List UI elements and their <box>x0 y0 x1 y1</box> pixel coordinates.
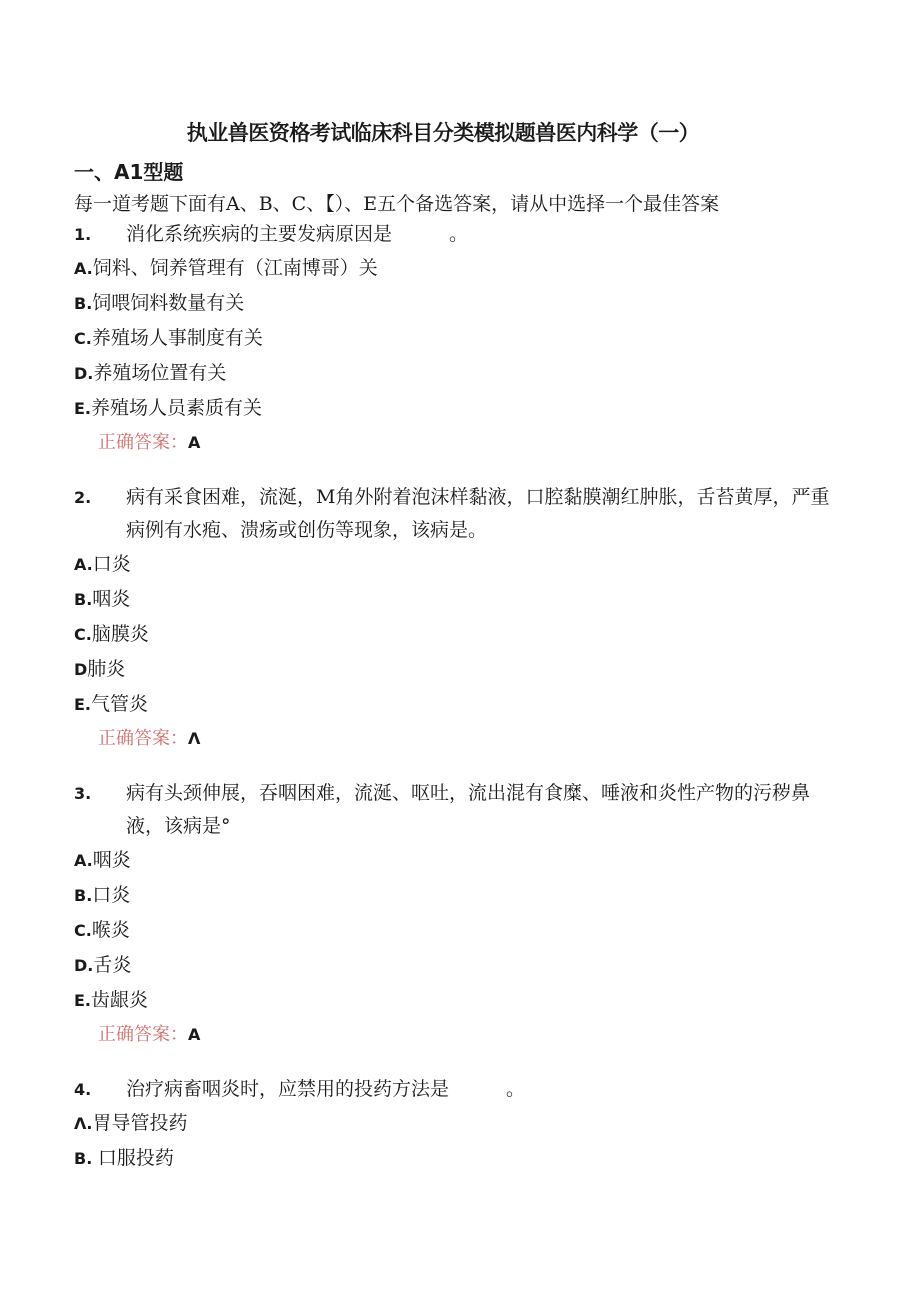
option-text: 气管炎 <box>91 693 149 715</box>
option-key: C. <box>74 921 92 940</box>
question-stem <box>74 1073 834 1106</box>
question-stem <box>74 218 834 251</box>
option-key: D <box>74 660 88 679</box>
option-key: E. <box>74 695 92 714</box>
answer-value: A <box>188 1025 201 1044</box>
question-2 <box>74 481 834 756</box>
answer-label: 正确答案： <box>98 728 188 749</box>
question-number: 4. <box>74 1080 92 1099</box>
option-key: A. <box>74 555 93 574</box>
option-a <box>74 547 834 582</box>
instruction-text: 每一道考题下面有A、B、C、【）、E五个备选答案，请从中选择一个最佳答案 <box>74 193 720 215</box>
answer-label: 正确答案： <box>98 1024 188 1045</box>
option-key: B. <box>74 1149 98 1168</box>
option-key: B. <box>74 590 93 609</box>
option-c <box>74 913 834 948</box>
question-text: 病有采食困难，流涎，M角外附着泡沫样黏液，口腔黏膜潮红肿胀，舌苔黄厚，严重病例有水疱、溃疡或创伤等现象，该病是。 <box>126 486 830 541</box>
question-3 <box>74 777 834 1052</box>
option-text: 喉炎 <box>91 919 130 941</box>
answer-label: 正确答案： <box>98 432 188 453</box>
option-e <box>74 391 834 426</box>
option-c <box>74 617 834 652</box>
option-text: 咽炎 <box>92 849 131 871</box>
option-text: 养殖场位置有关 <box>93 362 227 384</box>
option-text: 养殖场人事制度有关 <box>91 327 263 349</box>
option-key: B. <box>74 294 93 313</box>
option-key: E. <box>74 991 92 1010</box>
option-key: D. <box>74 956 94 975</box>
option-text: 口服投药 <box>97 1147 174 1169</box>
option-e <box>74 687 834 722</box>
option-text: 脑膜炎 <box>91 623 149 645</box>
option-text: 饲喂饲料数量有关 <box>92 292 245 314</box>
question-text: 消化系统疾病的主要发病原因是 。 <box>126 223 469 245</box>
option-key: E. <box>74 399 92 418</box>
option-d <box>74 948 834 983</box>
correct-answer <box>74 426 834 460</box>
question-stem <box>74 481 834 547</box>
option-text: 咽炎 <box>92 588 131 610</box>
option-d <box>74 356 834 391</box>
option-key: C. <box>74 625 92 644</box>
option-b <box>74 878 834 913</box>
section-heading: 一、A1型题 <box>74 160 184 184</box>
correct-answer <box>74 722 834 756</box>
option-a <box>74 1106 834 1141</box>
option-key: D. <box>74 364 94 383</box>
option-b <box>74 286 834 321</box>
option-b <box>74 582 834 617</box>
option-text: 养殖场人员素质有关 <box>91 397 263 419</box>
question-number: 1. <box>74 225 92 244</box>
option-text: 胃导管投药 <box>92 1112 188 1134</box>
option-key: Λ. <box>74 1114 93 1133</box>
question-1 <box>74 218 834 460</box>
question-text: 治疗病畜咽炎时，应禁用的投药方法是 。 <box>126 1078 526 1100</box>
option-text: 口炎 <box>92 884 131 906</box>
option-a <box>74 843 834 878</box>
answer-value: Λ <box>188 729 201 748</box>
document-title: 执业兽医资格考试临床科目分类模拟题兽医内科学（一） <box>186 121 700 145</box>
option-b <box>74 1141 834 1176</box>
option-text: 肺炎 <box>87 658 126 680</box>
question-number: 2. <box>74 488 92 507</box>
question-number: 3. <box>74 784 92 803</box>
option-text: 饲料、饲养管理有（江南博哥）关 <box>92 257 378 279</box>
option-key: B. <box>74 886 93 905</box>
option-key: C. <box>74 329 92 348</box>
answer-value: A <box>188 433 201 452</box>
option-text: 口炎 <box>92 553 131 575</box>
question-text: 病有头颈伸展，吞咽困难，流涎、呕吐，流出混有食糜、唾液和炎性产物的污秽鼻液，该病是° <box>126 782 811 837</box>
option-a <box>74 251 834 286</box>
option-text: 舌炎 <box>93 954 132 976</box>
option-c <box>74 321 834 356</box>
correct-answer <box>74 1018 834 1052</box>
option-e <box>74 983 834 1018</box>
question-stem <box>74 777 834 843</box>
question-4 <box>74 1073 834 1176</box>
option-key: A. <box>74 851 93 870</box>
option-d <box>74 652 834 687</box>
option-text: 齿龈炎 <box>91 989 149 1011</box>
option-key: A. <box>74 259 93 278</box>
